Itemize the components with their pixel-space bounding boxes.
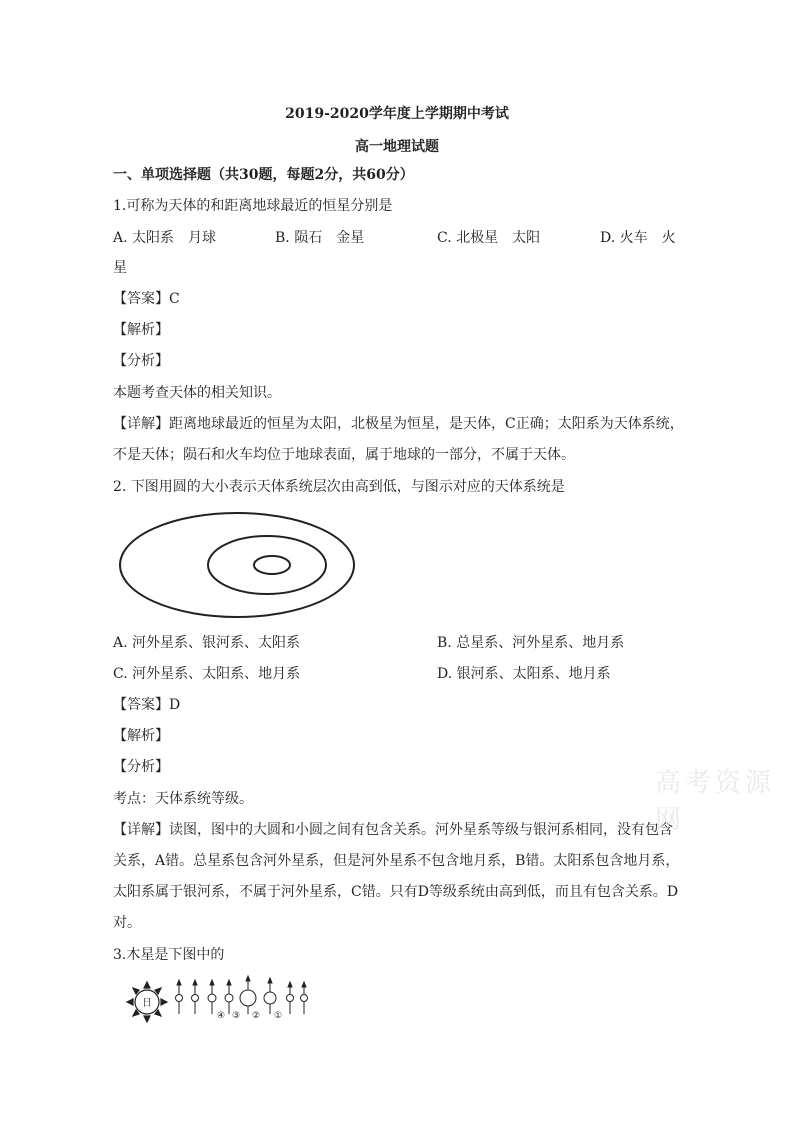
exam-title: 2019-2020学年度上学期期中考试 [285, 106, 509, 122]
q2-option-a: A. 河外星系、银河系、太阳系 [113, 635, 301, 651]
q2-answer: 【答案】D [113, 697, 181, 713]
q1-option-d: D. 火车 火 [600, 230, 676, 246]
q2-detail-line: 关系，A错。总星系包含河外星系，但是河外星系不包含地月系，B错。太阳系包含地月系， [113, 853, 680, 869]
q1-answer: 【答案】C [113, 291, 180, 307]
q1-option-a: A. 太阳系 月球 [113, 230, 217, 246]
inner-ellipse [254, 556, 290, 574]
q2-detail-line: 对。 [113, 915, 141, 931]
outer-ellipse [120, 513, 354, 617]
q2-option-c: C. 河外星系、太阳系、地月系 [113, 666, 301, 682]
q1-option-b: B. 陨石 金星 [275, 230, 365, 246]
q1-detail-line: 【详解】距离地球最近的恒星为太阳，北极星为恒星，是天体，C正确；太阳系为天体系统， [113, 416, 684, 432]
q2-option-b: B. 总星系、河外星系、地月系 [437, 635, 625, 651]
solar-system-diagram [124, 974, 324, 1030]
planet-label: ① [274, 1011, 283, 1021]
planet-label: ③ [232, 1011, 241, 1021]
paper-subtitle: 高一地理试题 [355, 139, 439, 155]
q2-stem: 2. 下图用圆的大小表示天体系统层次由高到低，与图示对应的天体系统是 [113, 479, 565, 495]
q1-option-wrap: 星 [113, 260, 127, 276]
planet-label: ④ [217, 1011, 226, 1021]
sun-label: 日 [142, 998, 152, 1009]
watermark: 高考资源网 [655, 768, 776, 835]
q3-stem: 3.木星是下图中的 [113, 947, 225, 963]
q2-detail-line: 【详解】读图，图中的大圆和小圆之间有包含关系。河外星系等级与银河系相同，没有包含 [113, 822, 673, 838]
q2-jiexi-label: 【解析】 [113, 728, 169, 744]
q1-analysis: 本题考查天体的相关知识。 [113, 385, 281, 401]
q2-fenxi-label: 【分析】 [113, 759, 169, 775]
section-heading: 一、单项选择题（共30题，每题2分，共60分） [113, 167, 414, 183]
nested-ellipses-diagram [115, 508, 365, 624]
q1-fenxi-label: 【分析】 [113, 353, 169, 369]
q1-jiexi-label: 【解析】 [113, 322, 169, 338]
middle-ellipse [208, 536, 326, 594]
q2-kaodian: 考点：天体系统等级。 [113, 791, 253, 807]
planet-label: ② [252, 1011, 261, 1021]
q1-stem: 1.可称为天体的和距离地球最近的恒星分别是 [113, 198, 393, 214]
q1-option-c: C. 北极星 太阳 [437, 230, 541, 246]
q1-detail-line: 不是天体；陨石和火车均位于地球表面，属于地球的一部分，不属于天体。 [113, 447, 575, 463]
q2-detail-line: 太阳系属于银河系，不属于河外星系，C错。只有D等级系统由高到低，而且有包含关系。D [113, 884, 679, 900]
planet-orbit-markers [176, 976, 308, 1014]
q2-option-d: D. 银河系、太阳系、地月系 [437, 666, 611, 682]
